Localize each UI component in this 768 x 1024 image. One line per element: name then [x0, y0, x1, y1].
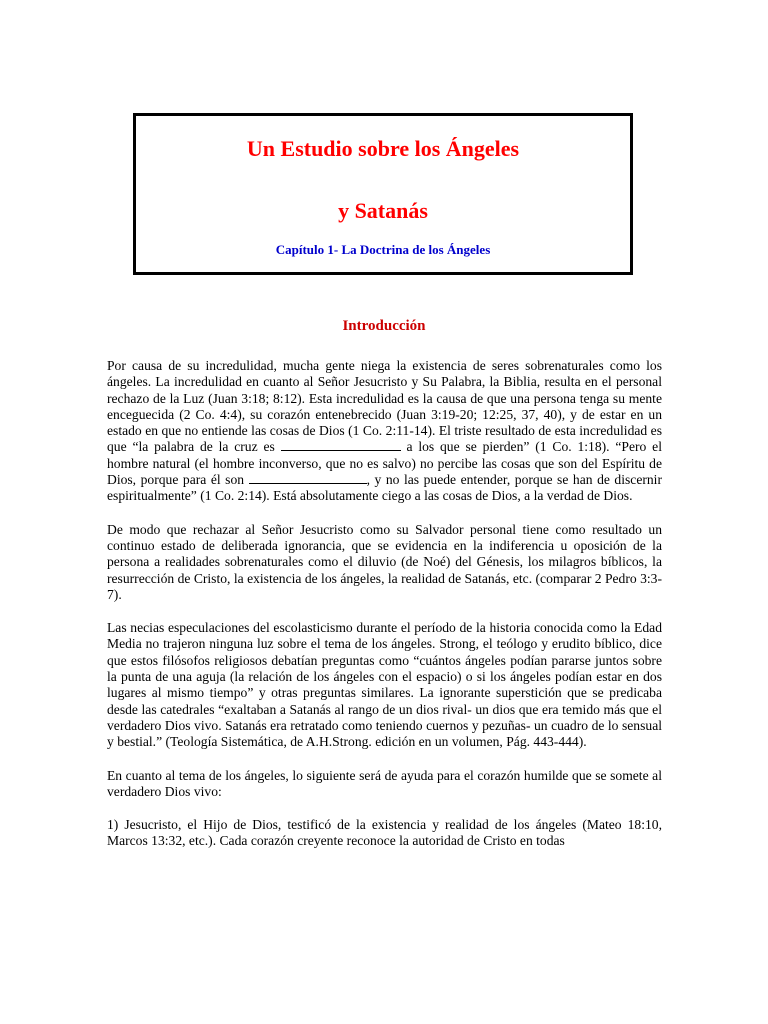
document-title-line-1: Un Estudio sobre los Ángeles — [246, 136, 520, 161]
paragraph-5: 1) Jesucristo, el Hijo de Dios, testificó de la existencia y realidad de los ángeles (Mateo 18:10, Marcos 13:32, etc.). Cada corazón creyente reconoce la autoridad de Cristo en todas — [107, 817, 662, 849]
document-body — [107, 358, 662, 867]
title-box — [133, 113, 633, 275]
paragraph-2: De modo que rechazar al Señor Jesucristo como su Salvador personal tiene como resultado un continuo estado de deliberada ignorancia, que se evidencia en la indiferencia u oposición de la persona a realidades sobrenaturales como el diluvio (de Noé) del Génesis, los milagros bíblicos, la resurrección de Cristo, la existencia de los ángeles, la realidad de Satanás, etc. (comparar 2 Pedro 3:3-7). — [107, 521, 662, 602]
document-title-line-2: y Satanás — [338, 198, 428, 223]
paragraph-4: En cuanto al tema de los ángeles, lo siguiente será de ayuda para el corazón humilde que se somete al verdadero Dios vivo: — [107, 767, 662, 799]
chapter-subtitle: Capítulo 1- La Doctrina de los Ángeles — [275, 242, 491, 257]
paragraph-1-part-c: , y no las puede entender, porque se han de discernir espiritualmente” (1 Co. 2:14). Está absolutamente ciego a las cosas de Dios, a la verdad de Dios. — [107, 472, 662, 504]
introduction-heading: Introducción — [342, 318, 426, 334]
fill-in-blank — [281, 439, 401, 451]
fill-in-blank — [249, 472, 367, 484]
paragraph-1 — [107, 358, 662, 505]
paragraph-1-part-b: a los que se pierden” (1 Co. 1:18). “Pero el hombre natural (el hombre inconverso, que no es salvo) no percibe las cosas que son del Espíritu de Dios, porque para él son — [107, 439, 662, 488]
paragraph-3: Las necias especulaciones del escolasticismo durante el período de la historia conocida como la Edad Media no trajeron ninguna luz sobre el tema de los ángeles. Strong, el teólogo y erudito bíblico, dice que estos filósofos religiosos debatían preguntas como “cuántos ángeles podían pararse juntos sobre la punta de una aguja (la relación de los ángeles con el espacio) o si los ángeles podían estar en dos lugares al mismo tiempo” y otras preguntas similares. La ignorante superstición que se predicaba desde las catedrales “exaltaban a Satanás al rango de un dios rival- un dios que era temido más que el verdadero Dios vivo. Satanás era retratado como teniendo cuernos y pezuñas- un cuadro de lo sensual y bestial.” (Teología Sistemática, de A.H.Strong. edición en un volumen, Pág. 443-444). — [107, 620, 662, 750]
paragraph-1-part-a: Por causa de su incredulidad, mucha gente niega la existencia de seres sobrenaturales como los ángeles. La incredulidad en cuanto al Señor Jesucristo y Su Palabra, la Biblia, resulta en el personal rechazo de la Luz (Juan 3:18; 8:12). Esta incredulidad es la causa de que una persona tenga su mente enceguecida (2 Co. 4:4), su corazón entenebrecido (Juan 3:19-20; 12:25, 37, 40), y de estar en un estado en que no entiende las cosas de Dios (1 Co. 2:11-14). El triste resultado de esta incredulidad es que “la palabra de la cruz es — [107, 358, 662, 455]
